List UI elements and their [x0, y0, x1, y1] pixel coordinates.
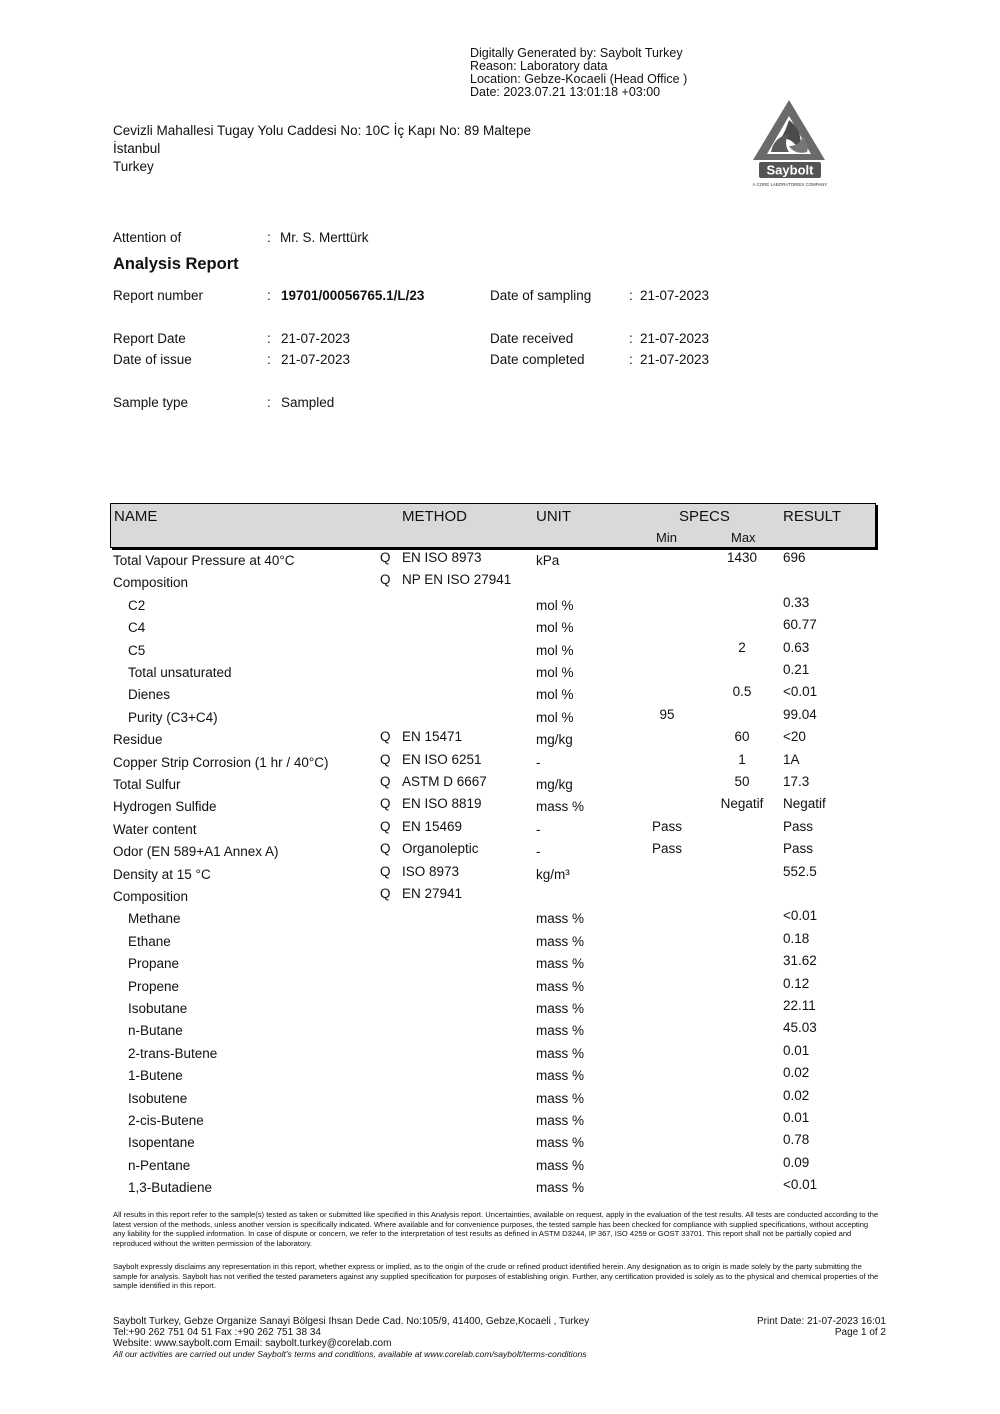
- digital-signature: [470, 47, 687, 99]
- row-unit: mg/kg: [536, 732, 573, 748]
- row-unit: mass %: [536, 1045, 585, 1061]
- row-unit: mass %: [536, 1157, 585, 1173]
- row-name: Propene: [128, 978, 180, 994]
- row-result: 0.33: [783, 594, 810, 610]
- row-result: 17.3: [783, 774, 810, 789]
- table-row: [113, 1065, 873, 1087]
- row-name: Residue: [113, 732, 163, 748]
- colon: :: [267, 395, 271, 410]
- row-unit: mol %: [536, 687, 574, 703]
- row-result: Pass: [783, 841, 814, 857]
- attention-label: Attention of: [113, 230, 182, 245]
- row-method: ISO 8973: [402, 863, 460, 879]
- footer-website: Website: www.saybolt.com Email: saybolt.turkey@corelab.com: [113, 1338, 392, 1349]
- colon: :: [629, 331, 633, 346]
- row-name: 1-Butene: [128, 1068, 183, 1084]
- row-unit: mass %: [536, 911, 585, 927]
- signature-generated-by: Digitally Generated by: Saybolt Turkey: [470, 46, 683, 60]
- row-result: <0.01: [783, 908, 818, 924]
- row-name: Total Sulfur: [113, 777, 181, 792]
- row-name: n-Butane: [128, 1023, 183, 1039]
- row-unit: mol %: [536, 620, 574, 636]
- row-method: EN 27941: [402, 886, 463, 901]
- row-name: 2-cis-Butene: [128, 1113, 204, 1128]
- signature-reason: Reason: Laboratory data: [470, 59, 608, 73]
- row-name: Composition: [113, 889, 189, 904]
- row-method: EN ISO 8819: [402, 796, 482, 812]
- table-row: [113, 1110, 873, 1132]
- signature-date: Date: 2023.07.21 13:01:18 +03:00: [470, 85, 661, 99]
- row-result: 1A: [783, 751, 800, 767]
- row-result: 99.04: [783, 706, 817, 722]
- row-name: Total Vapour Pressure at 40°C: [113, 553, 295, 568]
- table-row: [113, 684, 873, 706]
- table-row: [113, 931, 873, 953]
- row-accreditation-mark: Q: [380, 729, 391, 745]
- row-name: Isopentane: [128, 1135, 195, 1151]
- table-row: [113, 617, 873, 639]
- row-result: 0.02: [783, 1065, 810, 1081]
- header-unit: UNIT: [536, 508, 571, 525]
- logo-wordmark: Saybolt: [766, 162, 814, 178]
- header-specs: SPECS: [679, 508, 730, 525]
- footer-print-info: [700, 1316, 886, 1338]
- colon: :: [267, 352, 271, 367]
- report-date-label: Report Date: [113, 331, 186, 346]
- report-number-value: 19701/00056765.1/L/23: [281, 288, 425, 303]
- row-name: Ethane: [128, 933, 171, 949]
- row-method: EN ISO 8973: [402, 550, 482, 565]
- attention-colon: :: [267, 230, 271, 245]
- row-name: 1,3-Butadiene: [128, 1180, 213, 1196]
- header-max: Max: [731, 530, 756, 545]
- row-spec-max: Negatif: [720, 796, 764, 812]
- row-spec-max: 60: [734, 729, 750, 745]
- table-row: [113, 886, 873, 908]
- table-row: [113, 864, 873, 886]
- row-name: C5: [128, 642, 146, 658]
- row-result: 696: [783, 550, 806, 565]
- table-row: [113, 998, 873, 1020]
- header-result: RESULT: [783, 508, 842, 525]
- saybolt-logo: [745, 98, 837, 190]
- attention-value: Mr. S. Merttürk: [280, 230, 369, 245]
- row-unit: mass %: [536, 978, 585, 994]
- row-accreditation-mark: Q: [380, 886, 391, 901]
- row-spec-max: 50: [734, 774, 750, 789]
- row-result: 31.62: [783, 953, 817, 969]
- row-unit: mass %: [536, 956, 585, 972]
- disclaimer-results: All results in this report refer to the sample(s) tested as taken or submitted like specified in this Analysis report. Uncertainties, available on request, apply in the evaluation of the test results. All tests are conducted according to the latest version of the methods, unless another version is specifically indicated. Where available and for convenience purposes, the tested sample has been checked for compliance with supplied specifications, without accepting any liability for the supplied information. In case of dispute or concern, we refer to the interpretation of test results as defined in ASTM D3244, IP 367, ISO 4259 or GOST 33701. This report shall not be partially copied and reproduced without the written permission of the laboratory.: [113, 1210, 879, 1248]
- row-name: Hydrogen Sulfide: [113, 799, 217, 815]
- colon: :: [267, 331, 271, 346]
- table-row: [113, 953, 873, 975]
- table-row: [113, 752, 873, 774]
- row-name: 2-trans-Butene: [128, 1045, 218, 1061]
- row-accreditation-mark: Q: [380, 774, 391, 789]
- row-name: Isobutene: [128, 1090, 188, 1106]
- row-unit: mol %: [536, 597, 574, 613]
- table-row: [113, 572, 873, 594]
- row-spec-min: Pass: [651, 818, 682, 834]
- table-row: [113, 1020, 873, 1042]
- logo-tagline: A CORE LABORATORIES COMPANY: [752, 182, 828, 187]
- report-title: Analysis Report: [113, 255, 239, 273]
- date-received-label: Date received: [490, 331, 574, 346]
- table-row: [113, 796, 873, 818]
- row-result: <0.01: [783, 684, 818, 700]
- row-name: n-Pentane: [128, 1157, 191, 1173]
- row-result: 0.01: [783, 1042, 810, 1058]
- table-row: [113, 819, 873, 841]
- table-row: [113, 550, 873, 572]
- row-unit: mg/kg: [536, 777, 573, 792]
- table-row: [113, 640, 873, 662]
- row-spec-max: 2: [738, 639, 746, 655]
- row-result: Negatif: [783, 796, 826, 812]
- row-unit: mol %: [536, 642, 574, 658]
- row-unit: mass %: [536, 1023, 585, 1039]
- row-name: Total unsaturated: [128, 665, 232, 680]
- row-unit: kg/m³: [536, 866, 570, 882]
- row-result: 0.09: [783, 1154, 810, 1170]
- table-row: [113, 595, 873, 617]
- row-accreditation-mark: Q: [380, 550, 391, 565]
- footer-phone: Tel:+90 262 751 04 51 Fax :+90 262 751 38 34: [113, 1327, 321, 1338]
- row-unit: mass %: [536, 1113, 585, 1128]
- header-min: Min: [656, 530, 677, 545]
- row-accreditation-mark: Q: [380, 863, 391, 879]
- row-result: Pass: [783, 818, 814, 834]
- row-spec-max: 1: [738, 751, 746, 767]
- row-accreditation-mark: Q: [380, 818, 391, 834]
- row-name: Isobutane: [128, 1001, 188, 1016]
- date-of-issue-label: Date of issue: [113, 352, 192, 367]
- row-result: 0.18: [783, 930, 810, 946]
- row-unit: mol %: [536, 665, 574, 680]
- row-unit: -: [536, 844, 541, 860]
- header-name: NAME: [114, 508, 158, 525]
- row-unit: mass %: [536, 1001, 585, 1016]
- date-received-value: 21-07-2023: [640, 331, 710, 346]
- table-row: [113, 729, 873, 751]
- date-completed-label: Date completed: [490, 352, 585, 367]
- date-of-issue-value: 21-07-2023: [281, 352, 351, 367]
- row-method: NP EN ISO 27941: [402, 572, 512, 588]
- address-line-1: Cevizli Mahallesi Tugay Yolu Caddesi No: 10C İç Kapı No: 89 Maltepe: [113, 123, 531, 138]
- row-result: <0.01: [783, 1177, 818, 1193]
- row-unit: mol %: [536, 709, 574, 725]
- row-unit: -: [536, 821, 541, 837]
- row-result: 45.03: [783, 1020, 817, 1036]
- table-row: [113, 1155, 873, 1177]
- row-method: Organoleptic: [402, 841, 479, 857]
- row-result: 0.21: [783, 662, 810, 677]
- row-name: Methane: [128, 911, 181, 927]
- table-row: [113, 908, 873, 930]
- row-accreditation-mark: Q: [380, 572, 391, 588]
- row-name: Copper Strip Corrosion (1 hr / 40°C): [113, 754, 329, 770]
- footer-contact: [113, 1316, 589, 1360]
- header-method: METHOD: [402, 508, 467, 525]
- row-accreditation-mark: Q: [380, 841, 391, 857]
- sample-type-label: Sample type: [113, 395, 189, 410]
- row-result: 0.63: [783, 639, 810, 655]
- row-spec-max: 0.5: [732, 684, 752, 700]
- row-unit: mass %: [536, 1135, 585, 1151]
- row-unit: kPa: [536, 553, 560, 568]
- row-result: 22.11: [783, 998, 816, 1013]
- row-method: ASTM D 6667: [402, 774, 487, 789]
- row-spec-max: 1430: [726, 550, 758, 565]
- print-date: Print Date: 21-07-2023 16:01: [757, 1316, 886, 1327]
- row-result: 552.5: [783, 863, 817, 879]
- table-row: [113, 1177, 873, 1199]
- row-result: 0.78: [783, 1132, 810, 1148]
- row-spec-min: Pass: [651, 841, 682, 857]
- table-row: [113, 774, 873, 796]
- results-table-header: [110, 503, 876, 548]
- row-unit: mass %: [536, 1090, 585, 1106]
- row-name: Water content: [113, 821, 197, 837]
- row-name: Dienes: [128, 687, 171, 703]
- date-of-sampling-value: 21-07-2023: [640, 288, 710, 303]
- signature-location: Location: Gebze-Kocaeli (Head Office ): [470, 72, 688, 86]
- colon: :: [267, 288, 271, 303]
- row-accreditation-mark: Q: [380, 796, 391, 812]
- row-unit: mass %: [536, 1180, 585, 1196]
- row-unit: mass %: [536, 799, 585, 815]
- row-result: 0.02: [783, 1087, 810, 1103]
- row-name: C2: [128, 597, 146, 613]
- table-row: [113, 841, 873, 863]
- row-method: EN ISO 6251: [402, 751, 482, 767]
- row-result: 0.01: [783, 1110, 810, 1125]
- row-name: Composition: [113, 575, 189, 591]
- saybolt-logo-icon: [745, 98, 837, 190]
- table-row: [113, 707, 873, 729]
- disclaimer-origin: Saybolt expressly disclaims any representation in this report, whether express or implied, as to the origin of the crude or refined product identified herein. Any designation as to origin is made solely by the party submitting the sample for analysis. Saybolt has not verified the tested parameters against any supplied specification for purposes of establishing origin. Further, any certification provided is solely as to the physical and chemical properties of the sample identified in this report.: [113, 1262, 879, 1291]
- row-name: Purity (C3+C4): [128, 709, 218, 725]
- row-name: Odor (EN 589+A1 Annex A): [113, 844, 279, 860]
- row-spec-min: 95: [659, 706, 675, 722]
- date-of-sampling-label: Date of sampling: [490, 288, 592, 303]
- row-unit: mass %: [536, 1068, 585, 1084]
- row-method: EN 15469: [402, 818, 463, 834]
- report-number-label: Report number: [113, 288, 204, 303]
- date-completed-value: 21-07-2023: [640, 352, 710, 367]
- page-number: Page 1 of 2: [834, 1327, 886, 1338]
- table-row: [113, 1088, 873, 1110]
- table-row: [113, 1043, 873, 1065]
- recipient-address: [113, 122, 531, 176]
- row-method: EN 15471: [402, 729, 463, 745]
- report-date-value: 21-07-2023: [281, 331, 351, 346]
- table-row: [113, 976, 873, 998]
- colon: :: [629, 288, 633, 303]
- footer-terms: All our activities are carried out under Saybolt's terms and conditions, available at www.corelab.com/saybolt/terms-conditions: [113, 1349, 587, 1359]
- table-row: [113, 662, 873, 684]
- row-result: <20: [783, 729, 806, 745]
- row-accreditation-mark: Q: [380, 751, 391, 767]
- sample-type-value: Sampled: [281, 395, 335, 410]
- row-name: Density at 15 °C: [113, 866, 211, 882]
- address-line-3: Turkey: [113, 159, 154, 174]
- address-line-2: İstanbul: [113, 141, 161, 156]
- row-name: C4: [128, 620, 146, 636]
- row-unit: mass %: [536, 933, 585, 949]
- row-result: 60.77: [783, 617, 817, 633]
- row-result: 0.12: [783, 975, 810, 991]
- colon: :: [629, 352, 633, 367]
- footer-company: Saybolt Turkey, Gebze Organize Sanayi Bölgesi Ihsan Dede Cad. No:105/9, 41400, Gebze,Kocaeli , Turkey: [113, 1316, 590, 1327]
- row-unit: -: [536, 754, 541, 770]
- table-row: [113, 1132, 873, 1154]
- row-name: Propane: [128, 956, 180, 972]
